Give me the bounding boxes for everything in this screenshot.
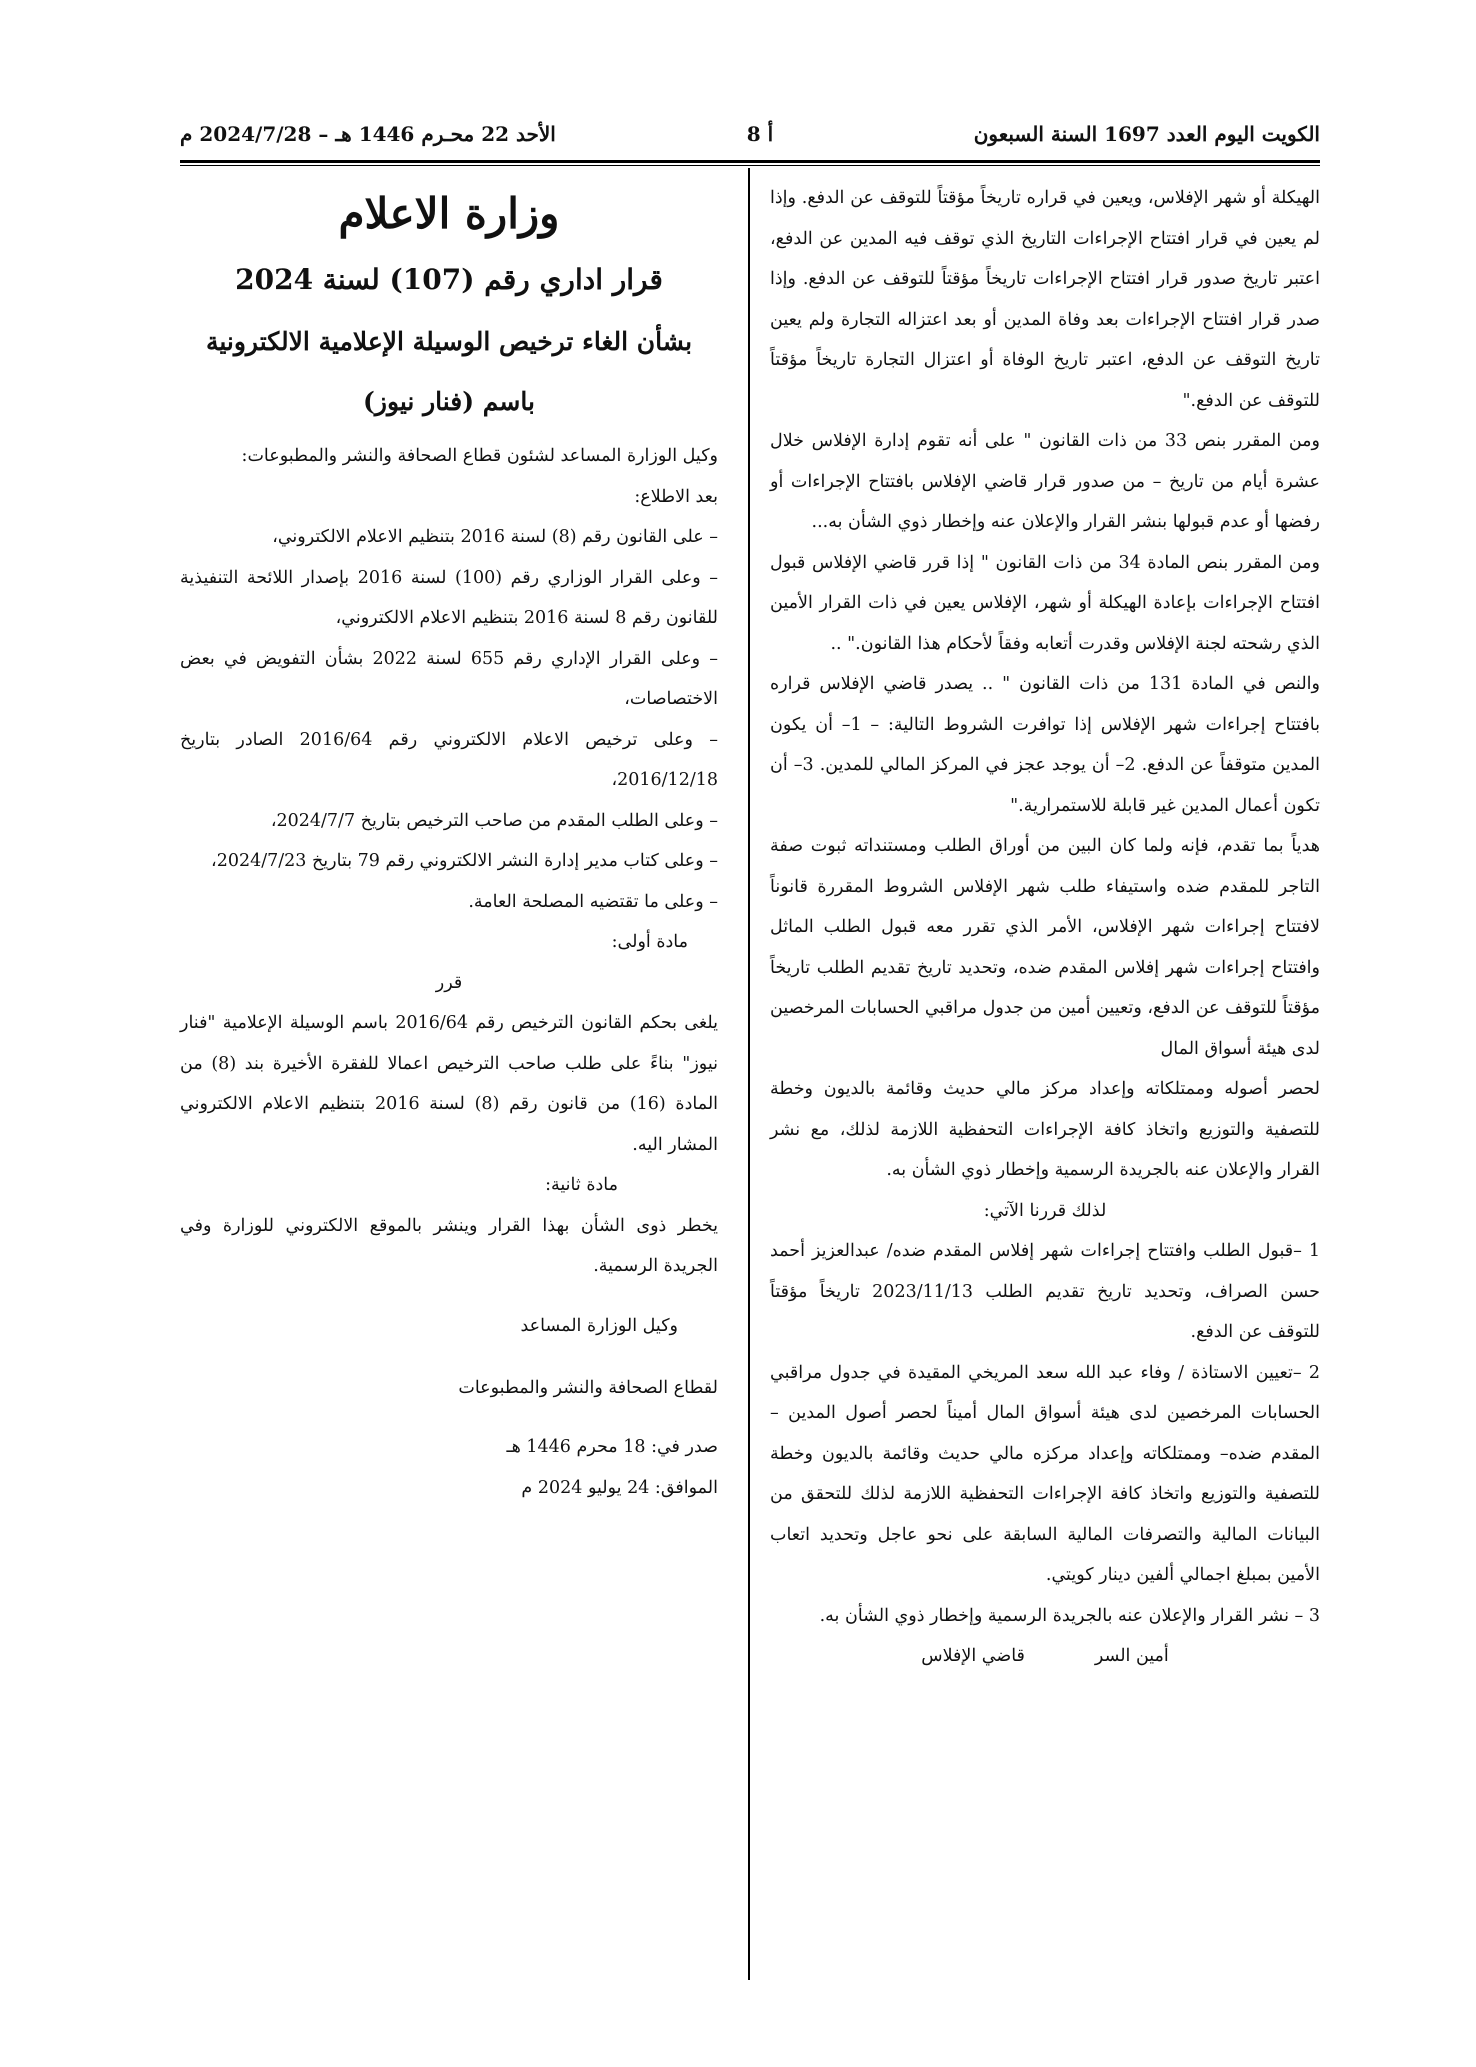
decision-name: باسم (فنار نيوز) [363,387,535,416]
signer-sector: لقطاع الصحافة والنشر والمطبوعات [458,1377,718,1398]
after-review: بعد الاطلاع: [634,486,718,507]
decision-subject: بشأن الغاء ترخيص الوسيلة الإعلامية الالكترونية [205,327,693,356]
article1-title: مادة أولى: [611,932,688,952]
ministry-title: وزارة الاعلام [338,189,560,238]
left-column [180,178,718,1508]
decided-heading: قرر [435,972,463,993]
paragraph: لحصر أصوله وممتلكاته وإعداد مركز مالي حديث وقائمة بالديون وخطة للتصفية والتوزيع واتخاذ كافة الإجراءات التحفظية اللازمة لذلك، مع نشر القرار والإعلان عنه بالجريدة الرسمية وإخطار ذوي الشأن به. [770,1079,1320,1180]
decision-title: قرار اداري رقم (107) لسنة 2024 [235,263,663,296]
signer-title: وكيل الوزارة المساعد [520,1316,678,1336]
recital: – وعلى الطلب المقدم من صاحب الترخيص بتاريخ 2024/7/7، [270,810,718,831]
paragraph: ومن المقرر بنص المادة 34 من ذات القانون " إذا قرر قاضي الإفلاس قبول افتتاح الإجراءات بإعادة الهيكلة أو شهر، الإفلاس يعين في ذات القرار الأمين الذي رشحته لجنة الإفلاس وقدرت أتعابه وفقاً لأحكام هذا القانون." .. [770,552,1320,654]
recital: – على القانون رقم (8) لسنة 2016 بتنظيم الاعلام الالكتروني، [272,527,718,547]
article1-text: يلغى بحكم القانون الترخيص رقم 2016/64 باسم الوسيلة الإعلامية "فنار نيوز" بناءً على طلب صاحب الترخيص اعمالا للفقرة الأخيرة بند (8) من المادة (16) من قانون رقم (8) لسنة 2016 بتنظيم الاعلام الالكتروني المشار اليه. [180,1013,719,1155]
signature-judge: قاضي الإفلاس [921,1646,1025,1666]
page-header [180,118,1320,158]
article2-text: يخطر ذوى الشأن بهذا القرار وينشر بالموقع الالكتروني للوزارة وفي الجريدة الرسمية. [180,1215,718,1276]
issued-date: صدر في: 18 محرم 1446 هـ [506,1437,718,1457]
header-rule-thin [180,165,1320,166]
header-rule [180,160,1320,163]
paragraph: والنص في المادة 131 من ذات القانون " .. يصدر قاضي الإفلاس قراره بافتتاح إجراءات شهر الإفلاس إذا توافرت الشروط التالية: – 1– أن يكون المدين متوقفاً عن الدفع. 2– أن يوجد عجز في المركز المالي للمدين. 3– أن تكون أعمال المدين غير قابلة للاستمرارية." [770,674,1321,816]
paragraph: ومن المقرر بنص 33 من ذات القانون " على أنه تقوم إدارة الإفلاس خلال عشرة أيام من تاريخ – من صدور قرار قاضي الإفلاس بافتتاح الإجراءات أو رفضها أو عدم قبولها بنشر القرار والإعلان عنه وإخطار ذوي الشأن به... [770,431,1320,532]
ruling-item: 1 –قبول الطلب وافتتاح إجراءات شهر إفلاس المقدم ضده/ عبدالعزيز أحمد حسن الصراف، وتحديد تاريخ تقديم الطلب 2023/11/13 تاريخاً مؤقتاً للتوقف عن الدفع. [770,1241,1320,1342]
article2-title: مادة ثانية: [545,1175,618,1195]
intro-line: وكيل الوزارة المساعد لشئون قطاع الصحافة والنشر والمطبوعات: [241,446,718,466]
header-page-number: أ 8 [746,122,774,146]
recital: – وعلى كتاب مدير إدارة النشر الالكتروني رقم 79 بتاريخ 2024/7/23، [211,851,718,871]
header-date: الأحد 22 محـرم 1446 هـ – 2024/7/28 م [180,122,556,146]
corresponding-date: الموافق: 24 يوليو 2024 م [521,1477,718,1498]
recital: – وعلى القرار الوزاري رقم (100) لسنة 2016 بإصدار اللائحة التنفيذية للقانون رقم 8 لسنة 2016 بتنظيم الاعلام الالكتروني، [180,567,719,628]
right-column [770,178,1320,1676]
ruling-item: 2 –تعيين الاستاذة / وفاء عبد الله سعد المريخي المقيدة في جدول مراقبي الحسابات المرخصين لدى هيئة أسواق المال أميناً لحصر أصول المدين – المقدم ضده– وممتلكاته وإعداد مركزه مالي حديث وقائمة بالديون وخطة للتصفية والتوزيع واتخاذ كافة الإجراءات التحفظية اللازمة لذلك للتحقق من البيانات المالية والتصرفات المالية السابقة على نحو عاجل وتحديد اتعاب الأمين بمبلغ اجمالي ألفين دينار كويتي. [770,1362,1320,1585]
recital: – وعلى ما تقتضيه المصلحة العامة. [468,891,718,912]
paragraph: هدياً بما تقدم، فإنه ولما كان البين من أوراق الطلب ومستنداته ثبوت صفة التاجر للمقدم ضده واستيفاء طلب شهر الإفلاس الشروط المقررة قانوناً لافتتاح إجراءات شهر الإفلاس، الأمر الذي تقرر معه قبول الطلب الماثل وافتتاح إجراءات شهر إفلاس المقدم ضده، وتحديد تاريخ تقديم الطلب تاريخاً مؤقتاً للتوقف عن الدفع، وتعيين أمين من جدول مراقبي الحسابات المرخصين لدى هيئة أسواق المال [770,836,1320,1059]
ruling-item: 3 – نشر القرار والإعلان عنه بالجريدة الرسمية وإخطار ذوي الشأن به. [819,1605,1320,1626]
recital: – وعلى ترخيص الاعلام الالكتروني رقم 2016/64 الصادر بتاريخ 2016/12/18، [180,729,718,790]
column-divider [748,168,750,1980]
court-signatures [770,1636,1320,1676]
signature-secretary: أمين السر [1094,1646,1169,1666]
paragraph: الهيكلة أو شهر الإفلاس، ويعين في قراره تاريخاً مؤقتاً للتوقف عن الدفع. وإذا لم يعين في قرار افتتاح الإجراءات التاريخ الذي توقف فيه المدين عن الدفع، اعتبر تاريخ صدور قرار افتتاح الإجراءات تاريخاً مؤقتاً للتوقف عن الدفع. وإذا صدر قرار افتتاح الإجراءات بعد وفاة المدين أو بعد اعتزاله التجارة ولم يعين تاريخ التوقف عن الدفع، اعتبر تاريخ الوفاة أو اعتزال التجارة تاريخاً مؤقتاً للتوقف عن الدفع." [770,188,1320,411]
therefore-heading: لذلك قررنا الآتي: [983,1200,1107,1221]
header-issue: الكويت اليوم العدد 1697 السنة السبعون [973,122,1320,146]
recital: – وعلى القرار الإداري رقم 655 لسنة 2022 بشأن التفويض في بعض الاختصاصات، [180,648,718,709]
